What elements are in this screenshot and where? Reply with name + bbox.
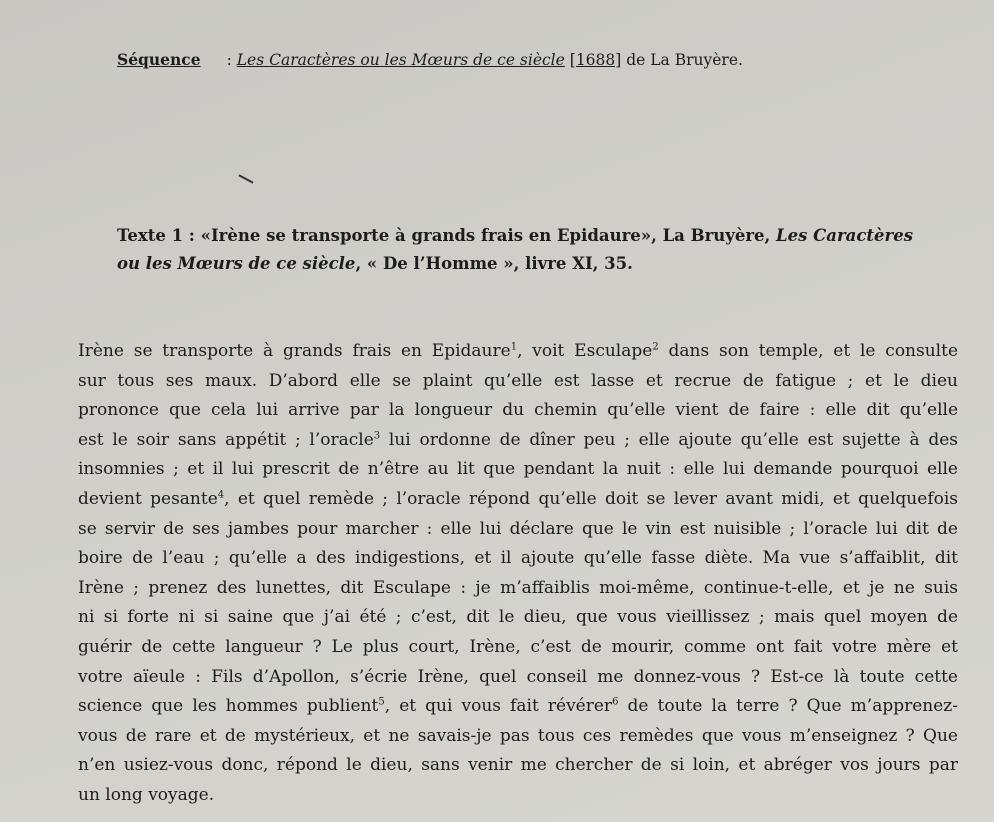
passage-text: boire de l’eau ; qu’elle a des indigestions, et il ajoute qu’elle fasse diète. Ma vue s’affaiblit, dit xyxy=(78,548,958,569)
passage-line xyxy=(78,515,958,545)
passage-text: n’en usiez-vous donc, répond le dieu, sans venir me chercher de si loin, et abréger vos jours par xyxy=(78,755,958,776)
footnote-marker: 5 xyxy=(378,696,385,708)
passage-line xyxy=(78,781,958,811)
text-reference-rest: , « De l’Homme », livre XI, 35. xyxy=(355,254,633,273)
passage-line xyxy=(78,367,958,397)
passage-text: de toute la terre ? Que m’apprenez- xyxy=(618,696,958,717)
passage-text: prononce que cela lui arrive par la longueur du chemin qu’elle vient de faire : elle dit qu’elle xyxy=(78,400,958,421)
sequence-separator: : xyxy=(226,51,237,69)
passage-text: lui ordonne de dîner peu ; elle ajoute qu’elle est sujette à des xyxy=(380,429,958,450)
sequence-author: de La Bruyère. xyxy=(621,51,743,69)
passage-line xyxy=(78,692,958,722)
passage-text: ni si forte ni si saine que j’ai été ; c’est, dit le dieu, que vous vieillissez ; mais quel moyen de xyxy=(78,607,958,628)
passage-text: devient pesante xyxy=(78,488,218,509)
passage-line xyxy=(78,633,958,663)
passage-text: se servir de ses jambes pour marcher : elle lui déclare que le vin est nuisible ; l’oracle lui dit de xyxy=(78,518,958,539)
passage-text: , voit Esculape xyxy=(517,341,653,361)
passage-text: dans son temple, et le consulte xyxy=(658,341,959,361)
text-reference xyxy=(117,222,917,278)
sequence-heading xyxy=(117,50,743,69)
passage-line xyxy=(78,544,958,574)
passage-text: sur tous ses maux. D’abord elle se plaint qu’elle est lasse et recrue de fatigue ; et le dieu xyxy=(78,370,958,391)
passage-line xyxy=(78,751,958,781)
passage-line xyxy=(78,337,958,367)
passage-line xyxy=(78,455,958,485)
passage xyxy=(78,337,958,811)
passage-line xyxy=(78,426,958,456)
passage-line xyxy=(78,485,958,515)
footnote-marker: 4 xyxy=(217,489,225,501)
passage-line xyxy=(78,722,958,752)
text-quote: «Irène se transporte à grands frais en Epidaure», La Bruyère, xyxy=(200,226,777,245)
passage-text: Irène se transporte à grands frais en Epidaure xyxy=(78,341,511,361)
sequence-year: [1688] xyxy=(569,51,622,69)
passage-text: , et qui vous fait révérer xyxy=(384,696,613,717)
text-label: Texte 1 : xyxy=(117,226,201,245)
passage-text: insomnies ; et il lui prescrit de n’être au lit que pendant la nuit : elle lui demande pourquoi elle xyxy=(78,459,958,480)
footnote-marker: 3 xyxy=(373,430,381,442)
passage-text: vous de rare et de mystérieux, et ne savais-je pas tous ces remèdes que vous m’enseignez ? Que xyxy=(78,725,958,746)
sequence-title: Les Caractères ou les Mœurs de ce siècle xyxy=(236,51,565,69)
passage-text: Irène ; prenez des lunettes, dit Esculape : je m’affaiblis moi-même, continue-t-elle, et je ne suis xyxy=(78,577,958,598)
text-work-title: Les Caractères ou les Mœurs de ce siècle xyxy=(117,226,914,273)
passage-text: guérir de cette langueur ? Le plus court, Irène, c’est de mourir, comme ont fait votre mère et xyxy=(78,636,958,657)
footnote-marker: 6 xyxy=(612,696,619,708)
sequence-label: Séquence xyxy=(117,50,201,69)
footnote-marker: 1 xyxy=(510,341,518,353)
passage-line xyxy=(78,603,958,633)
passage-text: science que les hommes publient xyxy=(78,696,379,717)
passage-text: , et quel remède ; l’oracle répond qu’elle doit se lever avant midi, et quelquefois xyxy=(224,488,959,509)
footnote-marker: 2 xyxy=(652,341,659,353)
passage-text: votre aïeule : Fils d’Apollon, s’écrie Irène, quel conseil me donnez-vous ? Est-ce là toute cette xyxy=(78,666,958,687)
passage-line xyxy=(78,396,958,426)
pen-mark xyxy=(238,174,253,183)
passage-text: est le soir sans appétit ; l’oracle xyxy=(78,429,374,450)
passage-line xyxy=(78,574,958,604)
passage-line xyxy=(78,663,958,693)
passage-text: un long voyage. xyxy=(78,784,215,805)
